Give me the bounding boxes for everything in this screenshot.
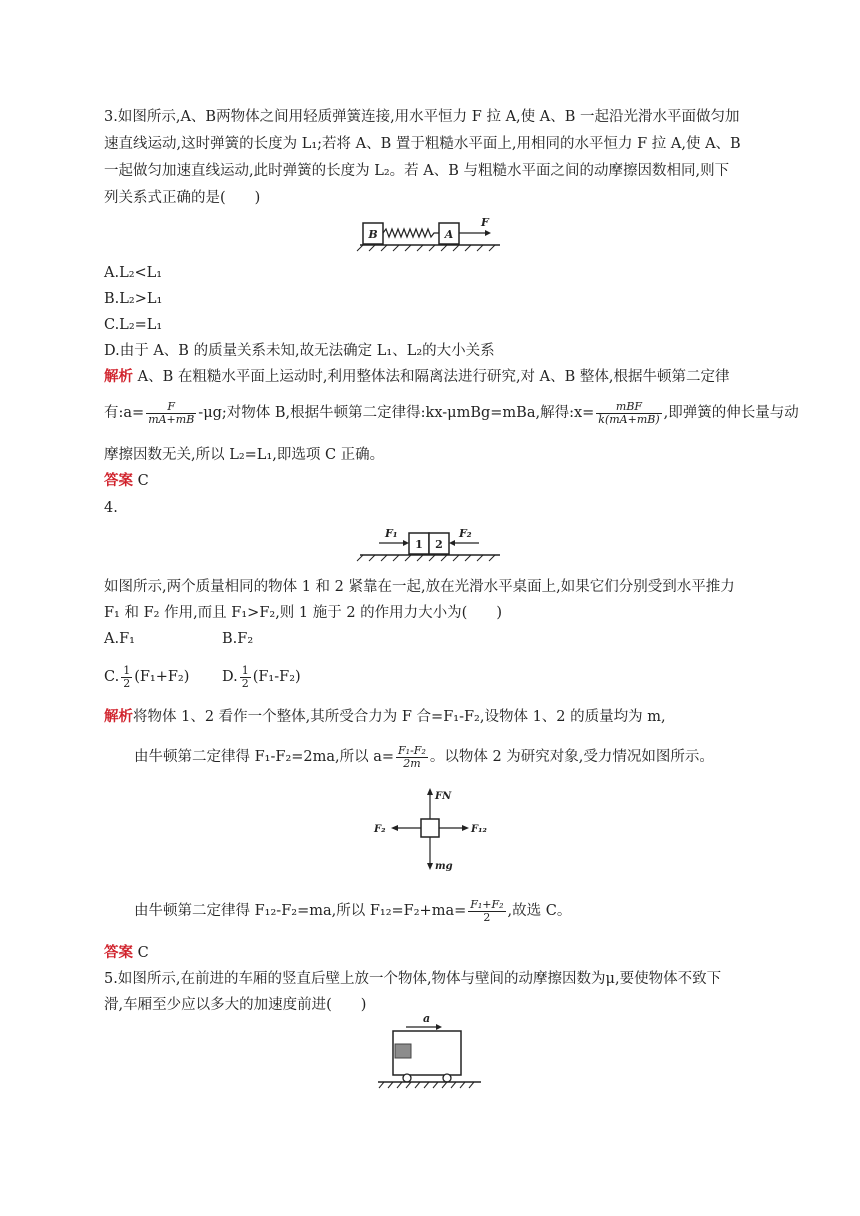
q3-option-a: A.L₂<L₁ bbox=[104, 265, 163, 281]
arrow-f12 bbox=[462, 825, 469, 831]
label-f12: F₁₂ bbox=[471, 824, 487, 835]
wheel-left bbox=[403, 1074, 411, 1082]
q5-stem-line-1: 5.如图所示,在前进的车厢的竖直后壁上放一个物体,物体与壁间的动摩擦因数为μ,要使物体不致下 bbox=[104, 971, 722, 987]
label-mg: mg bbox=[435, 861, 453, 872]
q3-frac-2: $\frac{\text{mBF}}{k(mA+mB)}$ bbox=[598, 399, 660, 426]
q4-option-b: B.F₂ bbox=[222, 631, 254, 647]
arrow-f2 bbox=[449, 540, 455, 546]
q4-stem-line-2: F₁ 和 F₂ 作用,而且 F₁>F₂,则 1 施于 2 的作用力大小为( ) bbox=[104, 605, 502, 621]
q4-blocks-figure bbox=[355, 522, 505, 562]
label-a-accel: a bbox=[423, 1012, 431, 1025]
arrow-fbd-f2 bbox=[391, 825, 398, 831]
q3-option-c: C.L₂=L₁ bbox=[104, 317, 163, 333]
q3-analysis-line-2: 有:a= $\frac{F}{mA+mB}$ -μg;对物体 B,根据牛顿第二定律得:kx-μmBg=mBa,解得:x= $\frac{\text{mBF}}{k(mA+mB)}$ ,即弹簧的伸长量与动 bbox=[104, 399, 799, 426]
q3-stem-line-3: 一起做匀加速直线运动,此时弹簧的长度为 L₂。若 A、B 与粗糙水平面之间的动摩擦因数相同,则下 bbox=[104, 163, 730, 179]
q4-option-a: A.F₁ bbox=[104, 631, 135, 647]
q3-answer: 答案 C bbox=[104, 472, 149, 489]
q4-number: 4. bbox=[104, 500, 118, 516]
label-fn: FN bbox=[435, 791, 452, 802]
spring bbox=[383, 229, 439, 237]
fbd-block bbox=[421, 819, 439, 837]
q4-analysis-line-3: 由牛顿第二定律得 F₁₂-F₂=ma,所以 F₁₂=F₂+ma= $\frac{\text{F₁+F₂}}{2}$ ,故选 C。 bbox=[134, 897, 572, 924]
q3-spring-figure bbox=[355, 212, 505, 252]
object-on-wall bbox=[395, 1044, 411, 1058]
arrow-fn bbox=[427, 788, 433, 795]
q3-stem-line-2: 速直线运动,这时弹簧的长度为 L₁;若将 A、B 置于粗糙水平面上,用相同的水平恒力 F 拉 A,使 A、B bbox=[104, 136, 741, 152]
q4-answer: 答案 C bbox=[104, 944, 149, 961]
q3-stem-line-1: 3.如图所示,A、B两物体之间用轻质弹簧连接,用水平恒力 F 拉 A,使 A、B 一起沿光滑水平面做匀加 bbox=[104, 109, 740, 125]
q3-stem-line-4: 列关系式正确的是( ) bbox=[104, 190, 261, 206]
arrow-f1 bbox=[403, 540, 409, 546]
q3-option-b: B.L₂>L₁ bbox=[104, 291, 163, 307]
label-b: B bbox=[368, 228, 378, 241]
arrow-mg bbox=[427, 863, 433, 870]
label-fbd-f2: F₂ bbox=[374, 824, 386, 835]
label-2: 2 bbox=[435, 538, 443, 551]
q4-option-d: D. $\frac{1}{2}$ (F₁-F₂) bbox=[222, 663, 301, 690]
label-f1: F₁ bbox=[385, 527, 398, 540]
q4-stem-line-1: 如图所示,两个质量相同的物体 1 和 2 紧靠在一起,放在光滑水平桌面上,如果它们分别受到水平推力 bbox=[104, 579, 735, 595]
arrow-f bbox=[485, 230, 491, 236]
q3-analysis-line-1: 解析 A、B 在粗糙水平面上运动时,利用整体法和隔离法进行研究,对 A、B 整体,根据牛顿第二定律 bbox=[104, 368, 730, 385]
label-f2: F₂ bbox=[459, 527, 472, 540]
free-body-diagram bbox=[372, 785, 492, 877]
q3-analysis-label: 解析 bbox=[104, 368, 133, 385]
q4-option-c: C. $\frac{1}{2}$ (F₁+F₂) bbox=[104, 663, 190, 690]
q4-analysis-line-2: 由牛顿第二定律得 F₁-F₂=2ma,所以 a= $\frac{\text{F₁-F₂}}{2m}$ 。以物体 2 为研究对象,受力情况如图所示。 bbox=[134, 743, 714, 770]
q3-analysis-line-3: 摩擦因数无关,所以 L₂=L₁,即选项 C 正确。 bbox=[104, 447, 385, 463]
q3-frac-1: $\frac{F}{mA+mB}$ bbox=[148, 399, 195, 426]
wheel-right bbox=[443, 1074, 451, 1082]
q4-analysis-line-1: 解析将物体 1、2 看作一个整体,其所受合力为 F 合=F₁-F₂,设物体 1、2 的质量均为 m, bbox=[104, 708, 666, 725]
q3-option-d: D.由于 A、B 的质量关系未知,故无法确定 L₁、L₂的大小关系 bbox=[104, 343, 495, 359]
label-f: F bbox=[481, 216, 489, 229]
q4-analysis-label: 解析 bbox=[104, 708, 133, 725]
arrow-acceleration bbox=[436, 1024, 442, 1030]
q5-cart-figure bbox=[376, 1010, 486, 1096]
label-a: A bbox=[444, 228, 454, 241]
q5-stem-line-2: 滑,车厢至少应以多大的加速度前进( ) bbox=[104, 997, 367, 1013]
label-1: 1 bbox=[415, 538, 423, 551]
